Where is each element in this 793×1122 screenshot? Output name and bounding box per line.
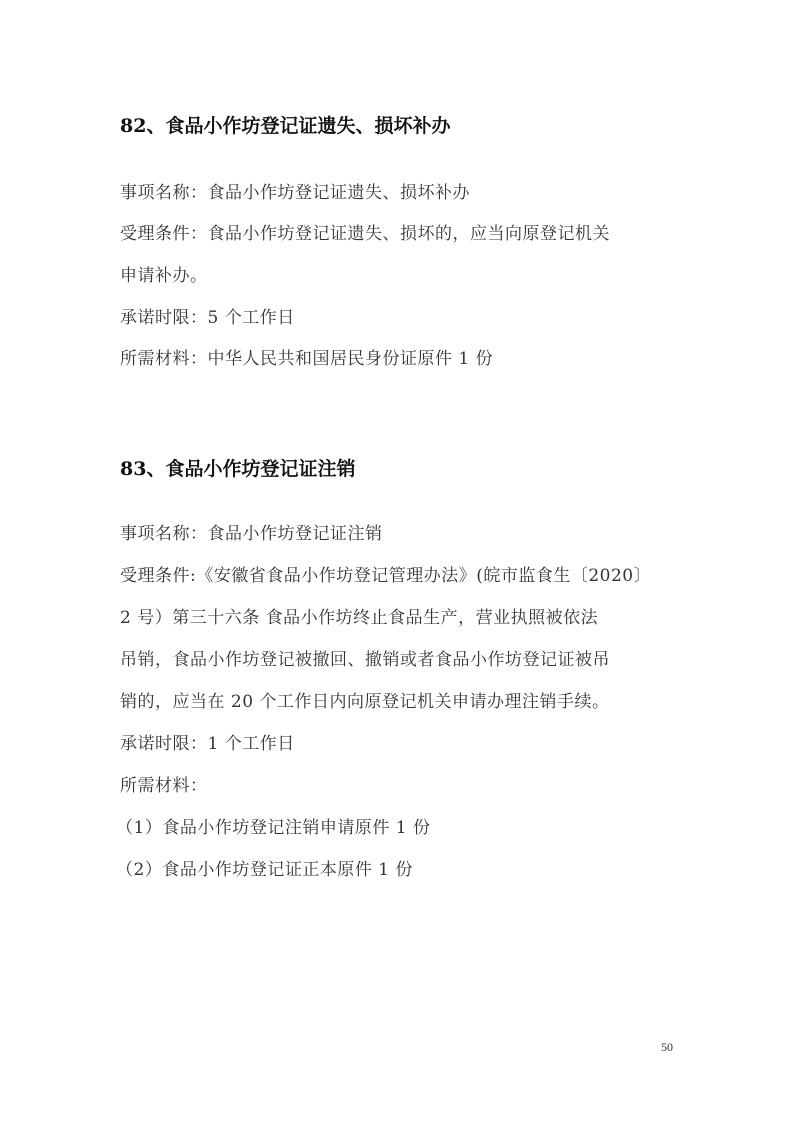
section-83-item-name: 事项名称：食品小作坊登记证注销	[120, 524, 383, 544]
section-83-material-1: （1）食品小作坊登记注销申请原件 1 份	[116, 818, 431, 838]
section-82-acceptance-conditions: 受理条件：食品小作坊登记证遗失、损坏的，应当向原登记机关	[120, 224, 610, 244]
section-83-acceptance-conditions-cont-1: 2 号）第三十六条 食品小作坊终止食品生产，营业执照被依法	[120, 608, 599, 628]
section-83-promised-time-limit: 承诺时限：1 个工作日	[120, 734, 295, 754]
page-number: 50	[661, 1040, 673, 1054]
section-82-required-materials: 所需材料：中华人民共和国居民身份证原件 1 份	[120, 349, 494, 369]
section-83-acceptance-conditions-cont-3: 销的，应当在 20 个工作日内向原登记机关申请办理注销手续。	[120, 692, 610, 712]
section-82-heading: 82、食品小作坊登记证遗失、损坏补办	[120, 115, 451, 137]
section-83-material-2: （2）食品小作坊登记证正本原件 1 份	[116, 860, 413, 880]
section-82-promised-time-limit: 承诺时限：5 个工作日	[120, 308, 295, 328]
section-83-acceptance-conditions-cont-2: 吊销，食品小作坊登记被撤回、撤销或者食品小作坊登记证被吊	[120, 650, 610, 670]
section-83-required-materials-label: 所需材料：	[120, 776, 208, 796]
section-82-acceptance-conditions-cont: 申请补办。	[120, 266, 208, 286]
section-83-acceptance-conditions: 受理条件:《安徽省食品小作坊登记管理办法》(皖市监食生〔2020〕	[120, 566, 652, 586]
section-82-item-name: 事项名称：食品小作坊登记证遗失、损坏补办	[120, 183, 470, 203]
section-83-heading: 83、食品小作坊登记证注销	[120, 458, 356, 480]
